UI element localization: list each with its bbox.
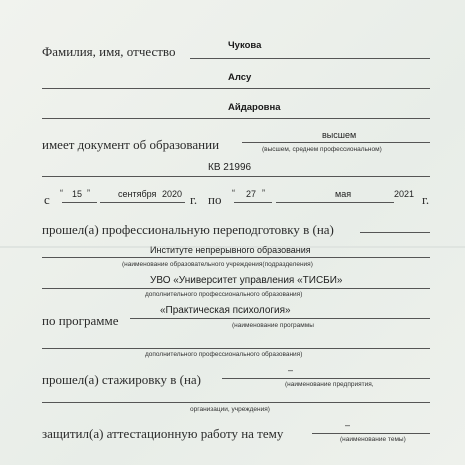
thesis-label: защитил(а) аттестационную работу на тему: [42, 426, 284, 441]
from-close-quote: ”: [87, 188, 90, 198]
to-year-value: 2021: [394, 189, 415, 199]
to-open-quote: “: [232, 188, 235, 198]
org-line2-line: [42, 288, 430, 289]
education-level-value: высшем: [322, 130, 357, 140]
education-line: [242, 142, 430, 143]
retraining-line: [360, 232, 430, 233]
from-month-value: сентября: [118, 189, 157, 199]
to-label: по: [208, 192, 222, 207]
program-caption: (наименование программы: [232, 322, 314, 329]
surname-value: Чукова: [228, 40, 262, 51]
program-label: по программе: [42, 313, 119, 328]
patronymic-line: [42, 118, 430, 119]
to-day-value: 27: [246, 189, 257, 199]
thesis-caption: (наименование темы): [340, 436, 406, 443]
retraining-label: прошел(а) профессиональную переподготовку в (на): [42, 222, 334, 237]
org-line1-line: [42, 257, 430, 258]
from-month-line: [100, 202, 185, 203]
from-year-value: 2020: [162, 189, 183, 199]
internship-caption: (наименование предприятия,: [285, 381, 374, 388]
org-line2-value: УВО «Университет управления «ТИСБИ»: [150, 275, 343, 286]
from-open-quote: “: [60, 188, 63, 198]
internship-line2: [42, 402, 430, 403]
program-line2: [42, 348, 430, 349]
internship-caption2: организации, учреждения): [190, 406, 270, 413]
org-caption1: (наименование образовательного учреждения(подразделения): [122, 261, 313, 268]
to-day-line: [234, 202, 272, 203]
program-caption2: дополнительного профессионального образования): [145, 351, 303, 358]
name-value: Алсу: [228, 72, 252, 83]
education-caption: (высшем, среднем профессиональном): [262, 146, 382, 153]
from-label: с: [44, 192, 50, 207]
to-month-line: [276, 202, 394, 203]
to-close-quote: ”: [262, 188, 265, 198]
internship-dash: –: [288, 365, 294, 375]
to-month-value: мая: [335, 189, 352, 199]
to-year-suffix: г.: [422, 192, 430, 207]
internship-label: прошел(а) стажировку в (на): [42, 372, 202, 387]
surname-line: [190, 58, 430, 59]
from-year-suffix: г.: [190, 192, 198, 207]
has-doc-label: имеет документ об образовании: [42, 137, 220, 152]
from-day-line: [62, 202, 97, 203]
org-line1-value: Институте непрерывного образования: [150, 245, 311, 255]
name-line: [42, 88, 430, 89]
doc-number-line: [42, 176, 430, 177]
from-day-value: 15: [72, 189, 83, 199]
thesis-line: [312, 433, 430, 434]
internship-line: [222, 378, 430, 379]
program-line: [130, 318, 430, 319]
fio-label: Фамилия, имя, отчество: [42, 44, 176, 59]
doc-number-value: КВ 21996: [208, 162, 252, 173]
org-caption2: дополнительного профессионального образования): [145, 291, 303, 298]
patronymic-value: Айдаровна: [228, 102, 281, 113]
program-name-value: «Практическая психология»: [160, 305, 291, 316]
thesis-dash: –: [345, 420, 351, 430]
